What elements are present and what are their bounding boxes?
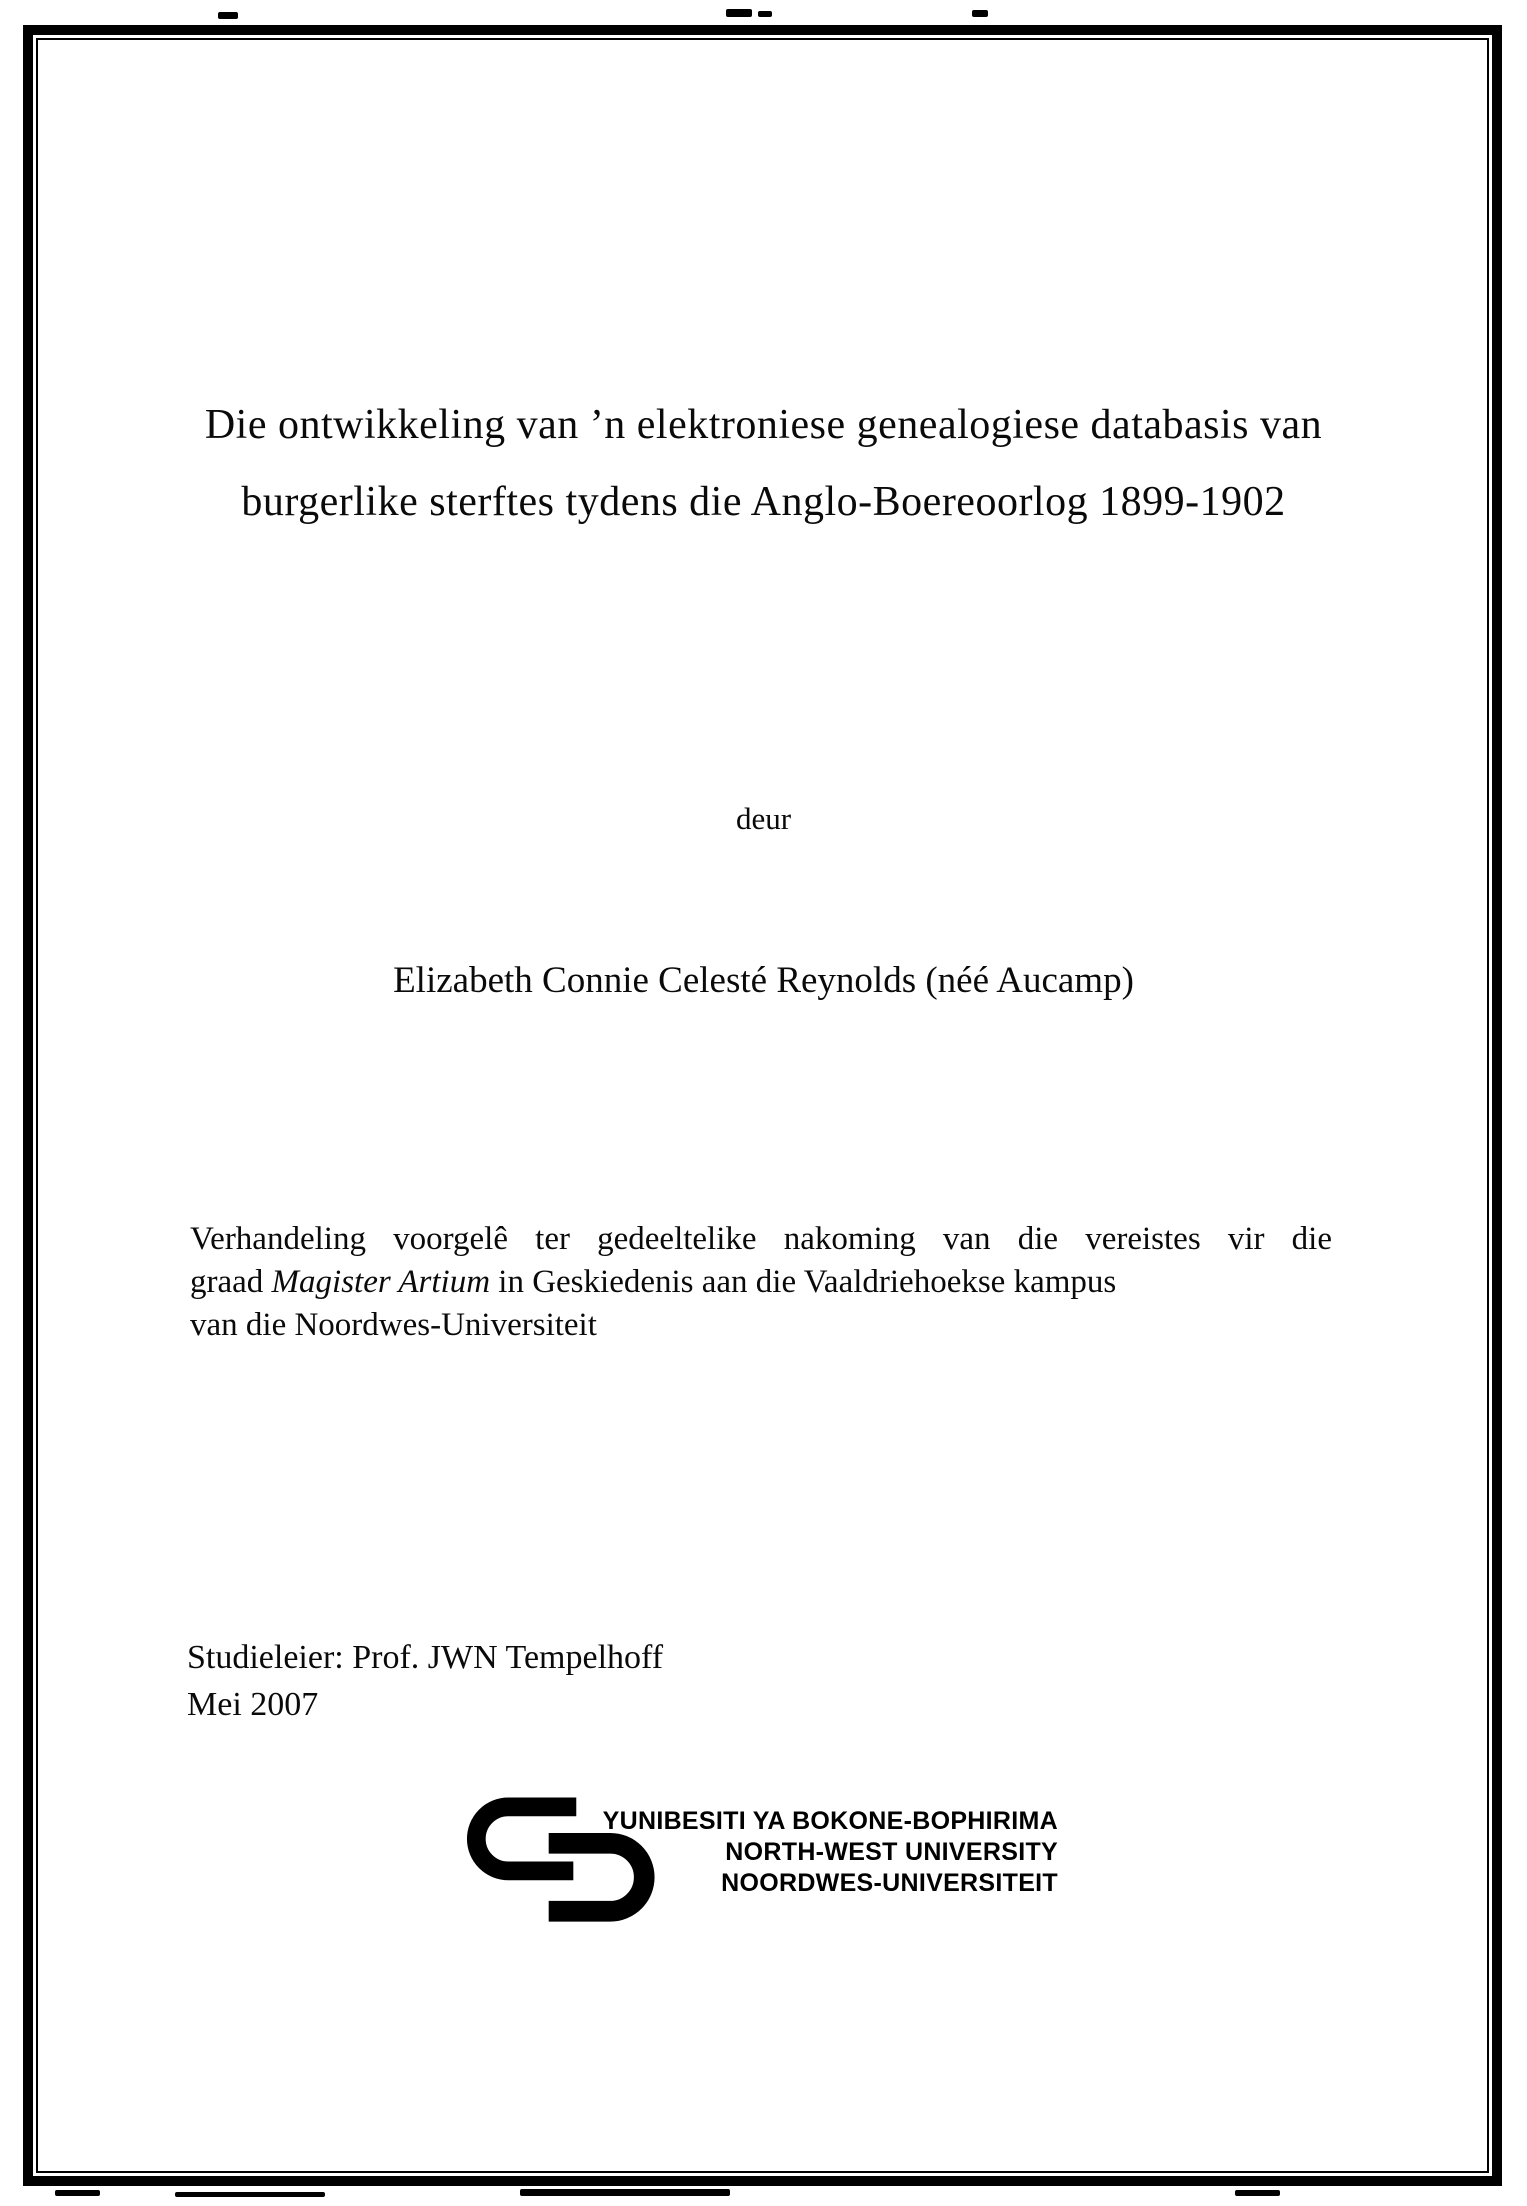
degree-statement-line2-suffix: in Geskiedenis aan die Vaaldriehoekse kampus xyxy=(490,1264,1117,1300)
scan-artifact xyxy=(972,10,988,17)
university-logo-text xyxy=(558,1806,1058,1899)
logo-line-afrikaans: NOORDWES-UNIVERSITEIT xyxy=(721,1869,1058,1897)
scan-artifact xyxy=(175,2192,325,2197)
byline: deur xyxy=(735,801,792,836)
logo-line-setswana: YUNIBESITI YA BOKONE-BOPHIRIMA xyxy=(602,1807,1058,1835)
degree-statement-line3: van die Noordwes-Universiteit xyxy=(190,1307,597,1343)
scan-artifact xyxy=(55,2190,100,2196)
degree-name-italic: Magister Artium xyxy=(271,1264,491,1300)
university-logo xyxy=(463,1797,1063,1929)
degree-statement-line2-prefix: graad xyxy=(190,1264,272,1300)
thesis-title xyxy=(70,387,1457,541)
logo-line-english: NORTH-WEST UNIVERSITY xyxy=(725,1838,1058,1866)
scan-artifact xyxy=(1235,2190,1280,2196)
scan-artifact xyxy=(726,9,752,17)
author-name: Elizabeth Connie Celesté Reynolds (néé Aucamp) xyxy=(393,960,1134,1001)
scan-artifact xyxy=(520,2189,730,2196)
supervisor-block xyxy=(187,1634,663,1728)
degree-statement xyxy=(190,1218,1332,1347)
date-line: Mei 2007 xyxy=(187,1686,319,1723)
thesis-title-line2: burgerlike sterftes tydens die Anglo-Boereoorlog 1899-1902 xyxy=(241,479,1286,525)
supervisor-line: Studieleier: Prof. JWN Tempelhoff xyxy=(187,1639,664,1676)
degree-statement-line2 xyxy=(190,1261,1332,1304)
thesis-title-line1: Die ontwikkeling van ’n elektroniese genealogiese databasis van xyxy=(204,402,1323,448)
scan-artifact xyxy=(758,11,772,17)
scan-artifact xyxy=(218,12,238,19)
degree-statement-line1: Verhandeling voorgelê ter gedeeltelike nakoming van die vereistes vir die xyxy=(190,1221,1332,1257)
